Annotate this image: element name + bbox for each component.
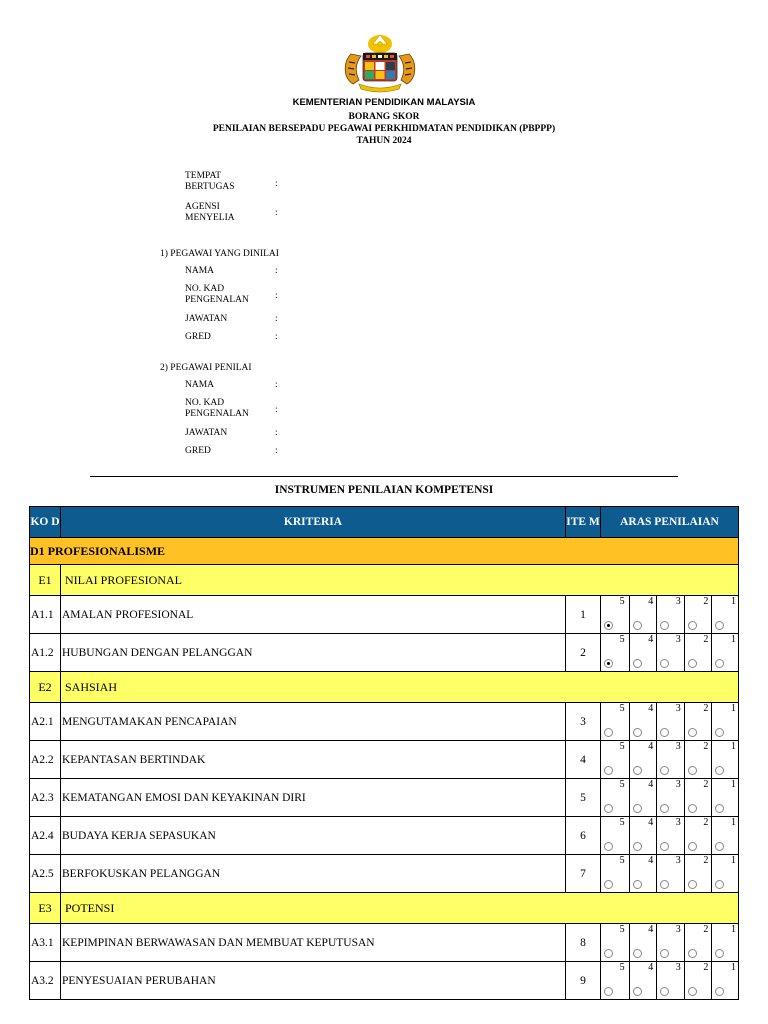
- radio-button-icon[interactable]: [660, 949, 669, 958]
- radio-button-icon[interactable]: [660, 728, 669, 737]
- rating-value: 2: [703, 596, 709, 607]
- rating-option: [656, 855, 685, 892]
- rating-cell: [601, 703, 739, 741]
- radio-button-icon[interactable]: [604, 804, 613, 813]
- rating-option: [629, 741, 658, 778]
- radio-button-icon[interactable]: [604, 621, 613, 630]
- criteria-text: BERFOKUSKAN PELANGGAN: [61, 855, 566, 893]
- radio-button-icon[interactable]: [604, 659, 613, 668]
- radio-button-icon[interactable]: [633, 621, 642, 630]
- header-kriteria: KRITERIA: [61, 507, 566, 538]
- rating-value: 4: [648, 924, 654, 935]
- rating-value: 1: [730, 817, 736, 828]
- malaysia-coat-of-arms-icon: [335, 32, 425, 94]
- gred-label: GRED: [185, 332, 211, 342]
- ministry-name: KEMENTERIAN PENDIDIKAN MALAYSIA: [292, 97, 476, 108]
- rating-option: [629, 817, 658, 854]
- form-year: TAHUN 2024: [356, 136, 412, 146]
- rating-cell: [601, 855, 739, 893]
- table-row: [30, 855, 739, 893]
- radio-button-icon[interactable]: [633, 842, 642, 851]
- criteria-text: MENGUTAMAKAN PENCAPAIAN: [61, 703, 566, 741]
- rating-option: [684, 779, 713, 816]
- radio-button-icon[interactable]: [715, 621, 724, 630]
- rating-value: 2: [703, 779, 709, 790]
- rating-value: 2: [703, 741, 709, 752]
- rating-value: 3: [675, 703, 681, 714]
- rating-option: [711, 924, 740, 961]
- criteria-code: A2.4: [30, 817, 61, 855]
- rating-value: 1: [730, 596, 736, 607]
- rating-option: [711, 741, 740, 778]
- rating-value: 1: [730, 741, 736, 752]
- group-code: E3: [30, 893, 61, 924]
- radio-button-icon[interactable]: [633, 880, 642, 889]
- criteria-text: AMALAN PROFESIONAL: [61, 596, 566, 634]
- radio-button-icon[interactable]: [715, 728, 724, 737]
- rating-value: 3: [675, 741, 681, 752]
- rating-option: [629, 634, 658, 671]
- radio-button-icon[interactable]: [688, 804, 697, 813]
- rating-value: 5: [619, 634, 625, 645]
- rating-value: 4: [648, 741, 654, 752]
- group-row: [30, 893, 739, 924]
- rating-cell: [601, 779, 739, 817]
- group-name: POTENSI: [61, 893, 739, 924]
- item-number: 8: [566, 924, 601, 962]
- criteria-text: KEMATANGAN EMOSI DAN KEYAKINAN DIRI: [61, 779, 566, 817]
- rating-value: 5: [619, 741, 625, 752]
- radio-button-icon[interactable]: [660, 880, 669, 889]
- rating-option: [711, 703, 740, 740]
- rating-option: [711, 817, 740, 854]
- rating-option: [684, 596, 713, 633]
- rating-value: 1: [730, 924, 736, 935]
- radio-button-icon[interactable]: [633, 987, 642, 996]
- item-number: 7: [566, 855, 601, 893]
- rating-value: 5: [619, 924, 625, 935]
- rating-cell: [601, 596, 739, 634]
- radio-button-icon[interactable]: [688, 728, 697, 737]
- rating-option: [711, 634, 740, 671]
- rating-option: [629, 962, 658, 999]
- rating-option: [656, 741, 685, 778]
- rating-option: [684, 703, 713, 740]
- radio-button-icon[interactable]: [715, 766, 724, 775]
- radio-button-icon[interactable]: [633, 728, 642, 737]
- rating-option: [629, 855, 658, 892]
- item-number: 2: [566, 634, 601, 672]
- rating-option: [684, 634, 713, 671]
- radio-button-icon[interactable]: [688, 987, 697, 996]
- pegawai-dinilai-heading: 1) PEGAWAI YANG DINILAI: [160, 249, 279, 259]
- criteria-code: A2.1: [30, 703, 61, 741]
- table-row: [30, 779, 739, 817]
- item-number: 4: [566, 741, 601, 779]
- radio-button-icon[interactable]: [604, 842, 613, 851]
- section-title: D1 PROFESIONALISME: [30, 538, 739, 565]
- table-row: [30, 703, 739, 741]
- radio-button-icon[interactable]: [715, 949, 724, 958]
- group-name: SAHSIAH: [61, 672, 739, 703]
- radio-button-icon[interactable]: [715, 659, 724, 668]
- tempat-colon: :: [275, 179, 278, 189]
- form-subtitle: PENILAIAN BERSEPADU PEGAWAI PERKHIDMATAN PENDIDIKAN (PBPPP): [212, 124, 556, 134]
- gred-colon-2: :: [275, 446, 278, 456]
- rating-value: 5: [619, 596, 625, 607]
- jawatan-label: JAWATAN: [185, 314, 228, 324]
- radio-button-icon[interactable]: [604, 728, 613, 737]
- radio-button-icon[interactable]: [660, 621, 669, 630]
- jawatan-label-2: JAWATAN: [185, 428, 228, 438]
- gred-label-2: GRED: [185, 446, 211, 456]
- rating-option: [601, 741, 629, 778]
- rating-value: 3: [675, 817, 681, 828]
- rating-option: [656, 596, 685, 633]
- rating-value: 4: [648, 779, 654, 790]
- radio-button-icon[interactable]: [715, 880, 724, 889]
- rating-value: 2: [703, 634, 709, 645]
- criteria-code: A1.2: [30, 634, 61, 672]
- jawatan-colon-2: :: [275, 428, 278, 438]
- criteria-text: BUDAYA KERJA SEPASUKAN: [61, 817, 566, 855]
- criteria-code: A3.2: [30, 962, 61, 1000]
- rating-value: 3: [675, 855, 681, 866]
- rating-option: [684, 817, 713, 854]
- header-aras: ARAS PENILAIAN: [601, 507, 739, 538]
- nama-colon: :: [275, 266, 278, 276]
- table-row: [30, 962, 739, 1000]
- rating-option: [656, 817, 685, 854]
- rating-value: 4: [648, 634, 654, 645]
- group-row: [30, 565, 739, 596]
- kad-label-2: NO. KAD PENGENALAN: [185, 398, 249, 419]
- criteria-code: A2.2: [30, 741, 61, 779]
- rating-cell: [601, 741, 739, 779]
- rating-option: [601, 817, 629, 854]
- rating-value: 1: [730, 634, 736, 645]
- rating-option: [656, 634, 685, 671]
- rating-option: [711, 855, 740, 892]
- kad-label: NO. KAD PENGENALAN: [185, 284, 249, 305]
- group-code: E1: [30, 565, 61, 596]
- rating-value: 2: [703, 924, 709, 935]
- radio-button-icon[interactable]: [688, 949, 697, 958]
- radio-button-icon[interactable]: [660, 804, 669, 813]
- radio-button-icon[interactable]: [715, 987, 724, 996]
- group-name: NILAI PROFESIONAL: [61, 565, 739, 596]
- radio-button-icon[interactable]: [715, 804, 724, 813]
- criteria-text: KEPIMPINAN BERWAWASAN DAN MEMBUAT KEPUTUSAN: [61, 924, 566, 962]
- rating-value: 1: [730, 962, 736, 973]
- radio-button-icon[interactable]: [604, 880, 613, 889]
- rating-option: [629, 924, 658, 961]
- rating-cell: [601, 924, 739, 962]
- radio-button-icon[interactable]: [688, 659, 697, 668]
- rating-cell: [601, 817, 739, 855]
- item-number: 3: [566, 703, 601, 741]
- radio-button-icon[interactable]: [688, 880, 697, 889]
- rating-option: [601, 596, 629, 633]
- rating-option: [629, 703, 658, 740]
- header-kod: KO D: [30, 507, 61, 538]
- radio-button-icon[interactable]: [688, 842, 697, 851]
- rating-value: 3: [675, 924, 681, 935]
- rating-option: [601, 962, 629, 999]
- rating-option: [684, 924, 713, 961]
- rating-option: [684, 741, 713, 778]
- table-row: [30, 924, 739, 962]
- item-number: 5: [566, 779, 601, 817]
- divider-line: [90, 476, 678, 477]
- section-row: [30, 538, 739, 565]
- rating-value: 1: [730, 703, 736, 714]
- radio-button-icon[interactable]: [688, 621, 697, 630]
- criteria-code: A3.1: [30, 924, 61, 962]
- rating-option: [684, 855, 713, 892]
- radio-button-icon[interactable]: [604, 766, 613, 775]
- rating-value: 2: [703, 855, 709, 866]
- rating-value: 5: [619, 703, 625, 714]
- rating-value: 2: [703, 703, 709, 714]
- rating-option: [601, 634, 629, 671]
- rating-option: [711, 596, 740, 633]
- table-row: [30, 741, 739, 779]
- rating-cell: [601, 634, 739, 672]
- rating-option: [656, 924, 685, 961]
- rating-value: 3: [675, 962, 681, 973]
- rating-value: 4: [648, 596, 654, 607]
- rating-option: [684, 962, 713, 999]
- radio-button-icon[interactable]: [688, 766, 697, 775]
- agensi-label: AGENSI MENYELIA: [185, 202, 235, 223]
- rating-option: [601, 924, 629, 961]
- pegawai-penilai-heading: 2) PEGAWAI PENILAI: [160, 363, 252, 373]
- agensi-colon: :: [275, 208, 278, 218]
- rating-value: 5: [619, 855, 625, 866]
- rating-value: 5: [619, 962, 625, 973]
- rating-option: [656, 703, 685, 740]
- rating-option: [601, 703, 629, 740]
- nama-label-2: NAMA: [185, 380, 215, 390]
- radio-button-icon[interactable]: [660, 659, 669, 668]
- tempat-label: TEMPAT BERTUGAS: [185, 171, 235, 192]
- radio-button-icon[interactable]: [633, 804, 642, 813]
- form-title: BORANG SKOR: [348, 112, 420, 122]
- rating-value: 3: [675, 634, 681, 645]
- table-row: [30, 634, 739, 672]
- criteria-code: A1.1: [30, 596, 61, 634]
- gred-colon: :: [275, 332, 278, 342]
- nama-label: NAMA: [185, 266, 215, 276]
- rating-value: 3: [675, 596, 681, 607]
- radio-button-icon[interactable]: [660, 766, 669, 775]
- radio-button-icon[interactable]: [660, 987, 669, 996]
- rating-value: 1: [730, 855, 736, 866]
- group-row: [30, 672, 739, 703]
- rating-value: 2: [703, 962, 709, 973]
- jawatan-colon: :: [275, 314, 278, 324]
- rating-option: [629, 779, 658, 816]
- radio-button-icon[interactable]: [633, 766, 642, 775]
- criteria-text: PENYESUAIAN PERUBAHAN: [61, 962, 566, 1000]
- group-code: E2: [30, 672, 61, 703]
- rating-option: [629, 596, 658, 633]
- item-number: 9: [566, 962, 601, 1000]
- rating-option: [711, 962, 740, 999]
- criteria-code: A2.3: [30, 779, 61, 817]
- radio-button-icon[interactable]: [660, 842, 669, 851]
- radio-button-icon[interactable]: [715, 842, 724, 851]
- kad-colon: :: [275, 291, 278, 301]
- rating-value: 4: [648, 962, 654, 973]
- rating-value: 3: [675, 779, 681, 790]
- rating-option: [656, 779, 685, 816]
- instrument-title: INSTRUMEN PENILAIAN KOMPETENSI: [274, 484, 494, 496]
- radio-button-icon[interactable]: [604, 949, 613, 958]
- rating-value: 4: [648, 817, 654, 828]
- table-row: [30, 596, 739, 634]
- rating-option: [656, 962, 685, 999]
- table-header-row: [30, 507, 739, 538]
- rating-option: [601, 779, 629, 816]
- rating-value: 4: [648, 703, 654, 714]
- criteria-text: KEPANTASAN BERTINDAK: [61, 741, 566, 779]
- radio-button-icon[interactable]: [633, 949, 642, 958]
- criteria-text: HUBUNGAN DENGAN PELANGGAN: [61, 634, 566, 672]
- rating-cell: [601, 962, 739, 1000]
- competency-table: [29, 506, 739, 1000]
- radio-button-icon[interactable]: [633, 659, 642, 668]
- rating-value: 5: [619, 817, 625, 828]
- rating-option: [711, 779, 740, 816]
- rating-value: 1: [730, 779, 736, 790]
- rating-option: [601, 855, 629, 892]
- nama-colon-2: :: [275, 380, 278, 390]
- radio-button-icon[interactable]: [604, 987, 613, 996]
- kad-colon-2: :: [275, 405, 278, 415]
- table-row: [30, 817, 739, 855]
- criteria-code: A2.5: [30, 855, 61, 893]
- header-item: ITE M: [566, 507, 601, 538]
- item-number: 6: [566, 817, 601, 855]
- rating-value: 2: [703, 817, 709, 828]
- rating-value: 4: [648, 855, 654, 866]
- item-number: 1: [566, 596, 601, 634]
- rating-value: 5: [619, 779, 625, 790]
